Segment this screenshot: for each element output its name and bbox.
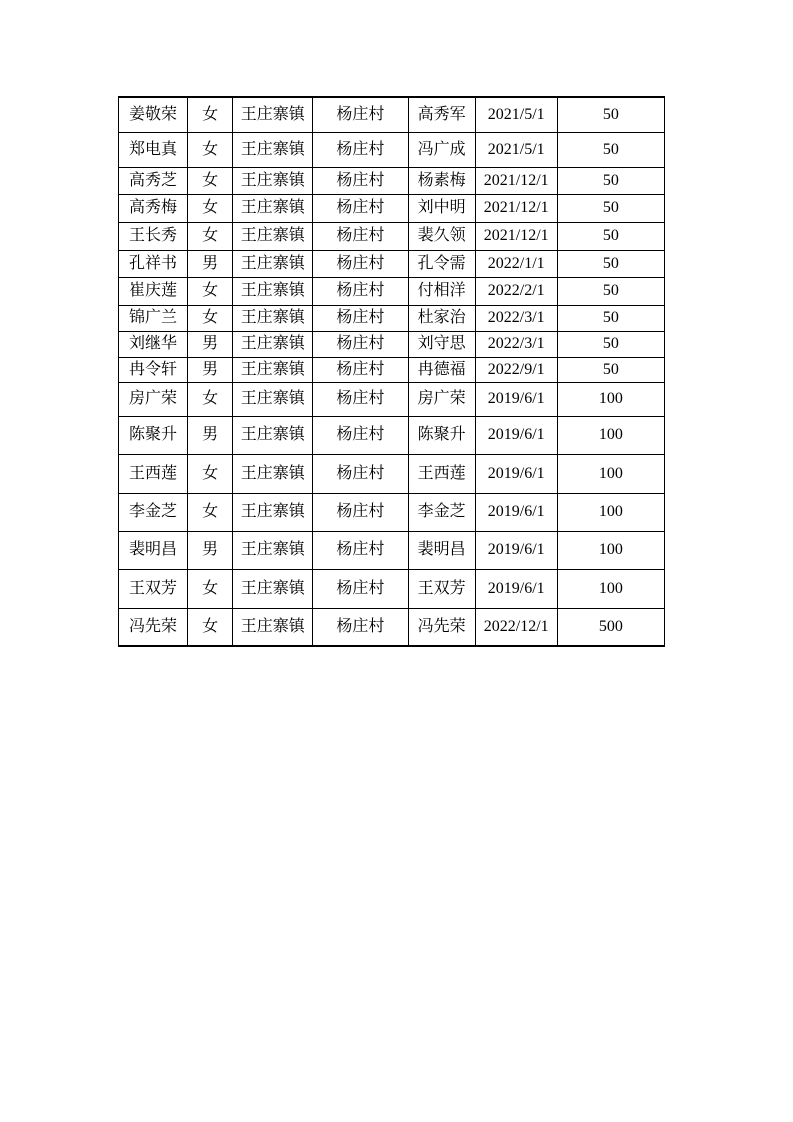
table-cell: 杨庄村 [313,608,408,646]
table-cell: 500 [557,608,664,646]
table-cell: 冯广成 [408,132,475,167]
table-cell: 王庄寨镇 [233,382,313,416]
table-cell: 杨庄村 [313,305,408,331]
table-cell: 王庄寨镇 [233,277,313,305]
table-cell: 冉令轩 [119,357,188,382]
table-cell: 裴久领 [408,222,475,250]
table-cell: 男 [188,357,233,382]
table-cell: 男 [188,531,233,569]
table-row [119,250,665,277]
table-cell: 王庄寨镇 [233,357,313,382]
table-cell: 刘守思 [408,331,475,357]
table-cell: 王西莲 [408,454,475,493]
table-cell: 女 [188,167,233,194]
table-cell: 郑电真 [119,132,188,167]
table-cell: 杨庄村 [313,277,408,305]
table-cell: 高秀芝 [119,167,188,194]
table-cell: 杨庄村 [313,454,408,493]
table-cell: 2019/6/1 [475,416,557,454]
table-row [119,531,665,569]
table-cell: 50 [557,277,664,305]
table-cell: 王庄寨镇 [233,416,313,454]
table-cell: 女 [188,277,233,305]
table-cell: 50 [557,331,664,357]
table-cell: 王庄寨镇 [233,97,313,132]
table-cell: 王庄寨镇 [233,194,313,222]
table-row [119,608,665,646]
data-table [118,96,665,647]
table-cell: 王庄寨镇 [233,305,313,331]
table-cell: 杨庄村 [313,569,408,608]
table-cell: 房广荣 [408,382,475,416]
table-cell: 崔庆莲 [119,277,188,305]
table-cell: 付相洋 [408,277,475,305]
table-cell: 杨庄村 [313,132,408,167]
table-cell: 王庄寨镇 [233,331,313,357]
table-cell: 王庄寨镇 [233,569,313,608]
table-cell: 王庄寨镇 [233,222,313,250]
table-cell: 杨庄村 [313,493,408,531]
table-cell: 杨庄村 [313,194,408,222]
table-row [119,382,665,416]
table-cell: 王双芳 [408,569,475,608]
table-cell: 王西莲 [119,454,188,493]
table-cell: 2022/2/1 [475,277,557,305]
table-cell: 锦广兰 [119,305,188,331]
table-cell: 2022/3/1 [475,331,557,357]
table-cell: 孔祥书 [119,250,188,277]
table-cell: 女 [188,608,233,646]
table-cell: 王庄寨镇 [233,250,313,277]
table-cell: 男 [188,331,233,357]
table-cell: 高秀梅 [119,194,188,222]
table-row [119,331,665,357]
table-cell: 2019/6/1 [475,382,557,416]
table-row [119,357,665,382]
table-cell: 裴明昌 [119,531,188,569]
table-row [119,194,665,222]
table-cell: 王庄寨镇 [233,132,313,167]
table-cell: 刘中明 [408,194,475,222]
table-cell: 2019/6/1 [475,531,557,569]
table-cell: 孔令需 [408,250,475,277]
table-cell: 冯先荣 [408,608,475,646]
table-cell: 陈聚升 [408,416,475,454]
table-cell: 2021/12/1 [475,222,557,250]
table-cell: 100 [557,493,664,531]
table-cell: 50 [557,132,664,167]
table-row [119,416,665,454]
table-row [119,277,665,305]
table-cell: 女 [188,194,233,222]
table-cell: 王庄寨镇 [233,608,313,646]
table-cell: 2022/9/1 [475,357,557,382]
table-cell: 杨庄村 [313,531,408,569]
table-cell: 王庄寨镇 [233,454,313,493]
table-cell: 杨庄村 [313,331,408,357]
table-cell: 李金芝 [408,493,475,531]
table-cell: 李金芝 [119,493,188,531]
table-cell: 50 [557,167,664,194]
table-cell: 女 [188,97,233,132]
table-cell: 男 [188,416,233,454]
table-cell: 刘继华 [119,331,188,357]
table-cell: 杨素梅 [408,167,475,194]
table-cell: 2019/6/1 [475,454,557,493]
table-cell: 100 [557,382,664,416]
table-cell: 男 [188,250,233,277]
table-cell: 2022/3/1 [475,305,557,331]
table-cell: 杨庄村 [313,222,408,250]
table-row [119,97,665,132]
table-cell: 女 [188,305,233,331]
table-cell: 女 [188,569,233,608]
table-cell: 2021/5/1 [475,132,557,167]
table-row [119,305,665,331]
table-cell: 王庄寨镇 [233,493,313,531]
table-cell: 房广荣 [119,382,188,416]
table-cell: 女 [188,222,233,250]
table-cell: 2021/12/1 [475,167,557,194]
table-cell: 杨庄村 [313,97,408,132]
table-cell: 50 [557,97,664,132]
table-cell: 2021/12/1 [475,194,557,222]
table-cell: 2019/6/1 [475,493,557,531]
table-cell: 女 [188,382,233,416]
table-cell: 50 [557,357,664,382]
table-cell: 50 [557,222,664,250]
table-cell: 姜敬荣 [119,97,188,132]
table-cell: 100 [557,569,664,608]
table-cell: 女 [188,132,233,167]
table-cell: 50 [557,194,664,222]
table-cell: 杜家治 [408,305,475,331]
table-cell: 50 [557,250,664,277]
table-cell: 50 [557,305,664,331]
table-cell: 冉德福 [408,357,475,382]
table-cell: 王双芳 [119,569,188,608]
table-cell: 100 [557,454,664,493]
table-cell: 王长秀 [119,222,188,250]
table-row [119,493,665,531]
table-cell: 2022/1/1 [475,250,557,277]
table-cell: 2021/5/1 [475,97,557,132]
table-cell: 杨庄村 [313,416,408,454]
table-cell: 女 [188,493,233,531]
table-cell: 2022/12/1 [475,608,557,646]
table-row [119,454,665,493]
table-cell: 王庄寨镇 [233,531,313,569]
table-body [119,97,665,646]
table-cell: 裴明昌 [408,531,475,569]
table-cell: 杨庄村 [313,382,408,416]
table-cell: 冯先荣 [119,608,188,646]
table-row [119,569,665,608]
table-cell: 女 [188,454,233,493]
table-cell: 100 [557,416,664,454]
table-cell: 杨庄村 [313,250,408,277]
table-cell: 100 [557,531,664,569]
table-cell: 杨庄村 [313,357,408,382]
table-cell: 陈聚升 [119,416,188,454]
table-row [119,132,665,167]
table-cell: 高秀军 [408,97,475,132]
table-row [119,222,665,250]
table-cell: 王庄寨镇 [233,167,313,194]
table-cell: 杨庄村 [313,167,408,194]
table-row [119,167,665,194]
table-cell: 2019/6/1 [475,569,557,608]
